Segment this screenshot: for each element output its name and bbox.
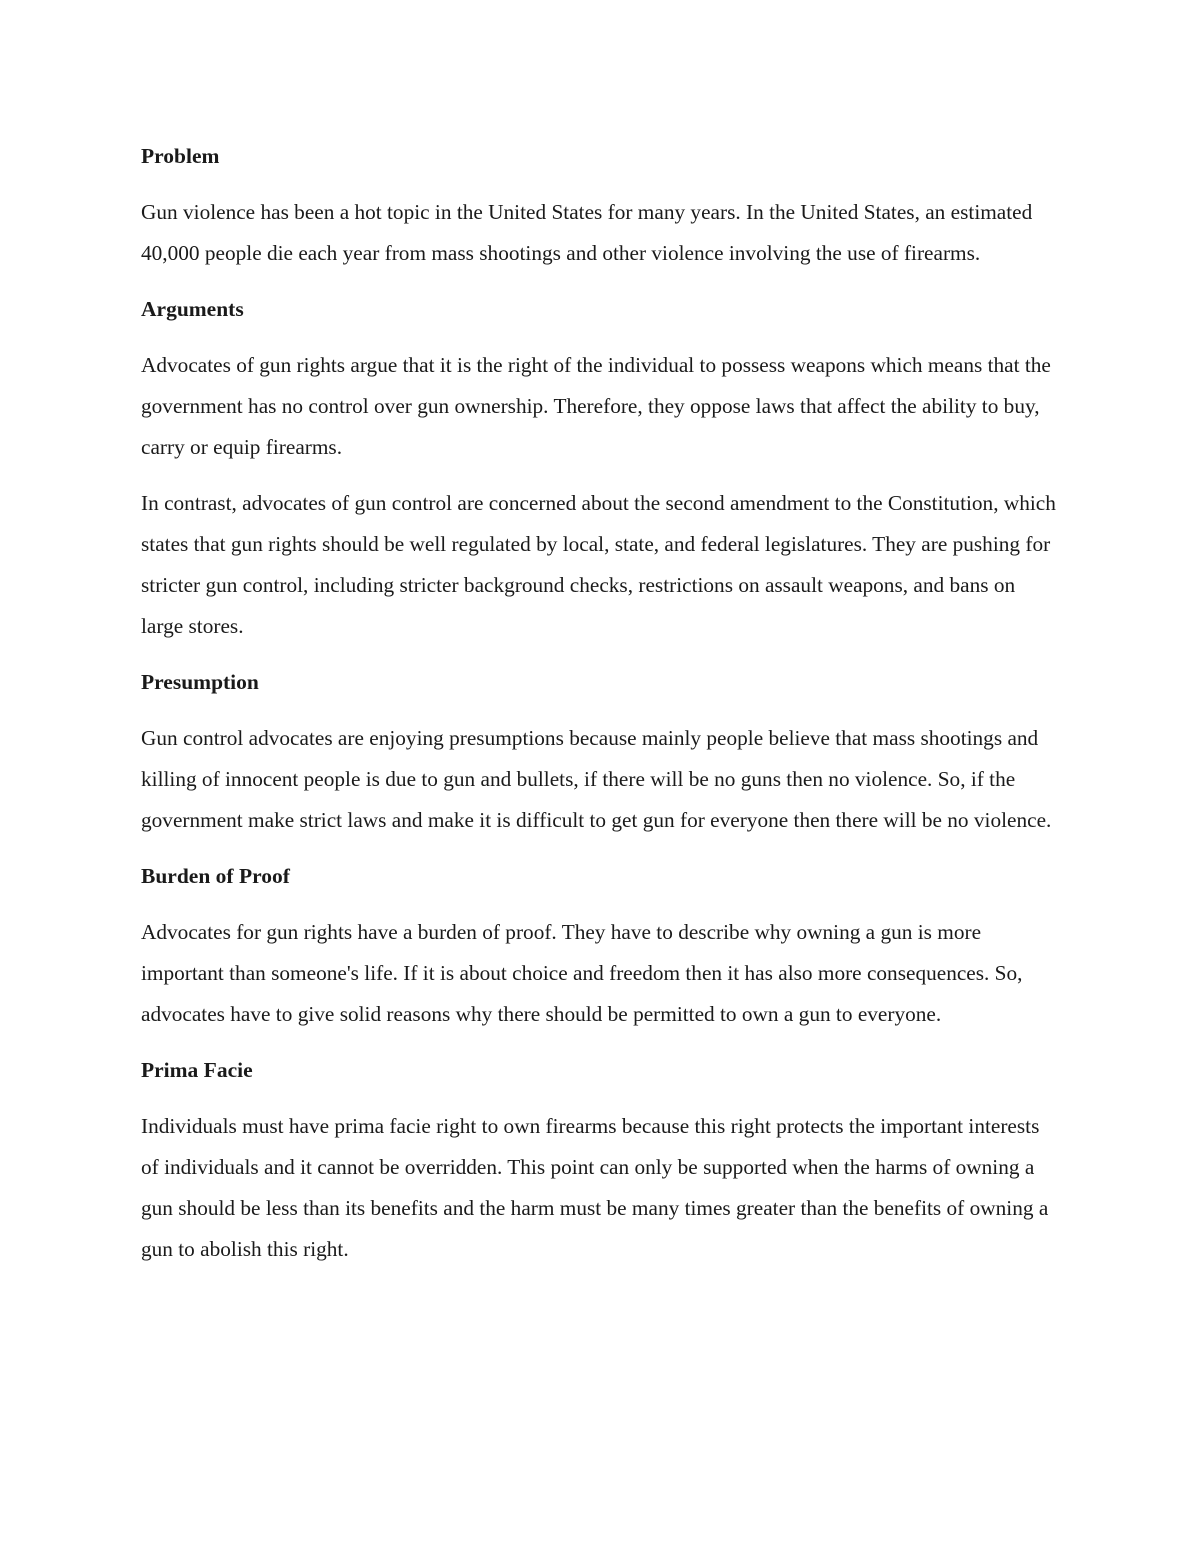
paragraph: Advocates of gun rights argue that it is the right of the individual to possess weapons which means that the government has no control over gun ownership. Therefore, they oppose laws that affect the ability to buy, carry or equip firearms. (141, 353, 1051, 459)
paragraph: Advocates for gun rights have a burden of proof. They have to describe why owning a gun is more important than someone's life. If it is about choice and freedom then it has also more consequences. So, advocates have to give solid reasons why there should be permitted to own a gun to everyone. (141, 920, 1023, 1026)
section-heading: Presumption (141, 670, 259, 694)
paragraph: Individuals must have prima facie right to own firearms because this right protects the important interests of individuals and it cannot be overridden. This point can only be supported when the harms of owning a gun should be less than its benefits and the harm must be many times greater than the benefits of owning a gun to abolish this right. (141, 1114, 1049, 1261)
paragraph: Gun violence has been a hot topic in the United States for many years. In the United States, an estimated 40,000 people die each year from mass shootings and other violence involving the use of firearms. (141, 200, 1033, 265)
section-heading: Prima Facie (141, 1058, 253, 1082)
section-heading: Burden of Proof (141, 864, 290, 888)
paragraph: Gun control advocates are enjoying presumptions because mainly people believe that mass shootings and killing of innocent people is due to gun and bullets, if there will be no guns then no violence. So, if the government make strict laws and make it is difficult to get gun for everyone then there will be no violence. (141, 726, 1052, 832)
section-prima-facie (141, 1050, 1060, 1270)
section-burden-of-proof (141, 856, 1060, 1035)
section-problem (141, 136, 1060, 274)
paragraph: In contrast, advocates of gun control are concerned about the second amendment to the Constitution, which states that gun rights should be well regulated by local, state, and federal legislatures. They are pushing for stricter gun control, including stricter background checks, restrictions on assault weapons, and bans on large stores. (141, 491, 1056, 638)
section-heading: Arguments (141, 297, 244, 321)
section-arguments (141, 289, 1060, 647)
section-presumption (141, 662, 1060, 841)
section-heading: Problem (141, 144, 220, 168)
